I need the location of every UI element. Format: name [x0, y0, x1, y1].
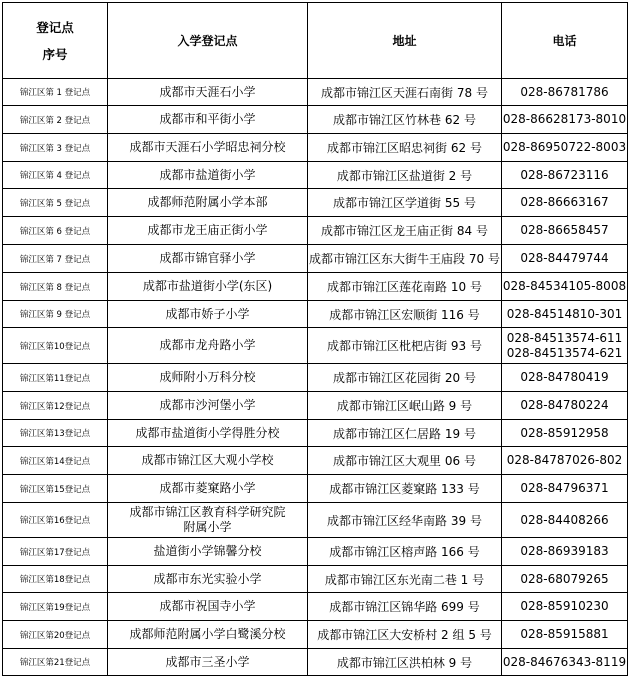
- school-name-line: 成都市盐道街小学: [159, 167, 256, 182]
- registration-point-number: 锦江区第 9 登记点: [3, 301, 108, 328]
- table-row: [3, 621, 628, 649]
- school-name: [108, 392, 308, 420]
- registration-point-number: 锦江区第12登记点: [3, 392, 108, 420]
- phone-number-line: 028-86939183: [520, 544, 609, 558]
- phone-number: [502, 503, 628, 538]
- registration-point-number: 锦江区第 4 登记点: [3, 162, 108, 189]
- school-name: [108, 301, 308, 328]
- school-address: 成都市锦江区榕声路 166 号: [308, 538, 502, 566]
- phone-number: [502, 273, 628, 301]
- school-address: 成都市锦江区天涯石南街 78 号: [308, 79, 502, 106]
- table-row: [3, 328, 628, 364]
- school-name: [108, 447, 308, 475]
- phone-number-line: 028-84513574-611: [506, 330, 623, 345]
- registration-point-number: 锦江区第20登记点: [3, 621, 108, 649]
- registration-point-number: 锦江区第19登记点: [3, 593, 108, 621]
- school-name-line: 成都市娇子小学: [165, 306, 250, 321]
- header-school: 入学登记点: [108, 3, 308, 79]
- school-address: 成都市锦江区经华南路 39 号: [308, 503, 502, 538]
- registration-point-number: 锦江区第10登记点: [3, 328, 108, 364]
- school-address: 成都市锦江区盐道街 2 号: [308, 162, 502, 189]
- registration-point-number: 锦江区第 7 登记点: [3, 245, 108, 273]
- table-row: [3, 503, 628, 538]
- phone-number: [502, 162, 628, 189]
- table-row: [3, 79, 628, 106]
- school-address: 成都市锦江区莲花南路 10 号: [308, 273, 502, 301]
- table-row: [3, 392, 628, 420]
- school-name-line: 成都市锦江区大观小学校: [141, 453, 274, 467]
- school-address: 成都市锦江区菱窠路 133 号: [308, 475, 502, 503]
- school-address: 成都市锦江区宏顺街 116 号: [308, 301, 502, 328]
- phone-number-line: 028-84408266: [520, 512, 609, 527]
- table-row: [3, 301, 628, 328]
- table-row: [3, 593, 628, 621]
- phone-number-line: 028-84534105-8008: [502, 279, 627, 293]
- school-name: [108, 503, 308, 538]
- header-seq-line2: 序号: [42, 46, 68, 62]
- school-address: 成都市锦江区大安桥村 2 组 5 号: [308, 621, 502, 649]
- table-row: [3, 538, 628, 566]
- table-row: [3, 106, 628, 134]
- school-address: 成都市锦江区东大街牛王庙段 70 号: [308, 245, 502, 273]
- school-name-line: 成都市天涯石小学昭忠祠分校: [129, 140, 286, 154]
- phone-number-line: 028-86663167: [520, 195, 609, 209]
- registration-point-number: 锦江区第 3 登记点: [3, 134, 108, 162]
- phone-number: [502, 649, 628, 676]
- school-name-line: 成都市龙王庙正街小学: [147, 223, 268, 237]
- school-name: [108, 475, 308, 503]
- phone-number-line: 028-84787026-802: [506, 453, 623, 467]
- school-name-line: 盐道街小学锦馨分校: [153, 544, 262, 558]
- phone-number-line: 028-84780224: [520, 398, 609, 412]
- school-name-line: 成都市三圣小学: [165, 654, 250, 669]
- phone-number: [502, 189, 628, 217]
- phone-number: [502, 538, 628, 566]
- school-address: 成都市锦江区竹林巷 62 号: [308, 106, 502, 134]
- school-name-line: 成都市和平街小学: [159, 112, 256, 126]
- phone-number: [502, 566, 628, 593]
- table-row: [3, 364, 628, 392]
- registration-point-number: 锦江区第 1 登记点: [3, 79, 108, 106]
- phone-number: [502, 447, 628, 475]
- school-name: [108, 79, 308, 106]
- phone-number-line: 028-84479744: [520, 251, 609, 265]
- school-name: [108, 189, 308, 217]
- header-address: 地址: [308, 3, 502, 79]
- registration-point-number: 锦江区第 6 登记点: [3, 217, 108, 245]
- school-address: 成都市锦江区洪柏林 9 号: [308, 649, 502, 676]
- school-address: 成都市锦江区枇杷店街 93 号: [308, 328, 502, 364]
- registration-point-number: 锦江区第 8 登记点: [3, 273, 108, 301]
- school-name-line: 成都市菱窠路小学: [159, 481, 256, 495]
- phone-number: [502, 134, 628, 162]
- registration-point-number: 锦江区第11登记点: [3, 364, 108, 392]
- school-name-line: 成都师范附属小学白鹭溪分校: [129, 627, 286, 641]
- phone-number-line: 028-86950722-8003: [502, 140, 627, 154]
- table-row: [3, 245, 628, 273]
- table-row: [3, 420, 628, 447]
- registration-point-number: 锦江区第15登记点: [3, 475, 108, 503]
- school-name: [108, 364, 308, 392]
- phone-number-line: 028-84514810-301: [506, 306, 623, 321]
- phone-number: [502, 593, 628, 621]
- registration-point-number: 锦江区第17登记点: [3, 538, 108, 566]
- school-address: 成都市锦江区花园街 20 号: [308, 364, 502, 392]
- school-address: 成都市锦江区仁居路 19 号: [308, 420, 502, 447]
- school-address: 成都市锦江区东光南二巷 1 号: [308, 566, 502, 593]
- table-row: [3, 447, 628, 475]
- school-name-line: 成都市锦官驿小学: [159, 251, 256, 265]
- school-address: 成都市锦江区昭忠祠街 62 号: [308, 134, 502, 162]
- school-name: [108, 328, 308, 364]
- school-name-line: 成都市龙舟路小学: [159, 338, 256, 352]
- phone-number: [502, 301, 628, 328]
- school-name: [108, 593, 308, 621]
- phone-number: [502, 79, 628, 106]
- phone-number-line: 028-85910230: [520, 599, 609, 613]
- phone-number-line: 028-86628173-8010: [502, 112, 627, 126]
- table-row: [3, 566, 628, 593]
- registration-table: [2, 2, 628, 676]
- school-name: [108, 162, 308, 189]
- school-name-line: 成师附小万科分校: [159, 370, 256, 384]
- registration-point-number: 锦江区第13登记点: [3, 420, 108, 447]
- school-name-line: 成都市盐道街小学得胜分校: [135, 425, 280, 440]
- school-name: [108, 217, 308, 245]
- school-name: [108, 649, 308, 676]
- table-row: [3, 649, 628, 676]
- school-name-line: 成都市沙河堡小学: [159, 398, 256, 412]
- school-name-line: 成都市东光实验小学: [153, 571, 262, 586]
- phone-number: [502, 217, 628, 245]
- phone-number-line: 028-84780419: [520, 370, 609, 384]
- school-name: [108, 245, 308, 273]
- school-address: 成都市锦江区大观里 06 号: [308, 447, 502, 475]
- school-name: [108, 134, 308, 162]
- school-name-line: 成都师范附属小学本部: [147, 195, 268, 209]
- phone-number-line: 028-85912958: [520, 425, 609, 440]
- registration-point-number: 锦江区第14登记点: [3, 447, 108, 475]
- phone-number-line: 028-85915881: [520, 627, 609, 641]
- school-address: 成都市锦江区岷山路 9 号: [308, 392, 502, 420]
- registration-point-number: 锦江区第 5 登记点: [3, 189, 108, 217]
- header-seq: [3, 3, 108, 79]
- registration-point-number: 锦江区第 2 登记点: [3, 106, 108, 134]
- header-phone: 电话: [502, 3, 628, 79]
- school-address: 成都市锦江区龙王庙正街 84 号: [308, 217, 502, 245]
- phone-number: [502, 106, 628, 134]
- school-name: [108, 621, 308, 649]
- school-name: [108, 273, 308, 301]
- school-name: [108, 566, 308, 593]
- school-address: 成都市锦江区学道街 55 号: [308, 189, 502, 217]
- school-name-line: 附属小学: [183, 520, 232, 534]
- table-row: [3, 162, 628, 189]
- school-name-line: 成都市祝国寺小学: [159, 599, 256, 613]
- header-seq-line1: 登记点: [36, 19, 74, 35]
- header-row: [3, 3, 628, 79]
- registration-point-number: 锦江区第18登记点: [3, 566, 108, 593]
- phone-number: [502, 621, 628, 649]
- phone-number: [502, 475, 628, 503]
- school-name: [108, 538, 308, 566]
- phone-number-line: 028-84513574-621: [506, 345, 623, 360]
- phone-number-line: 028-84676343-8119: [502, 654, 627, 669]
- phone-number-line: 028-84796371: [520, 481, 609, 495]
- table-row: [3, 475, 628, 503]
- phone-number: [502, 328, 628, 364]
- school-name-line: 成都市天涯石小学: [159, 84, 256, 99]
- school-name-line: 成都市盐道街小学(东区): [142, 279, 273, 293]
- school-name: [108, 420, 308, 447]
- phone-number: [502, 364, 628, 392]
- phone-number-line: 028-86658457: [520, 223, 609, 237]
- table-row: [3, 189, 628, 217]
- phone-number: [502, 245, 628, 273]
- registration-point-number: 锦江区第21登记点: [3, 649, 108, 676]
- school-name: [108, 106, 308, 134]
- table-row: [3, 217, 628, 245]
- phone-number: [502, 392, 628, 420]
- phone-number: [502, 420, 628, 447]
- phone-number-line: 028-86781786: [520, 84, 609, 99]
- phone-number-line: 028-86723116: [520, 167, 609, 182]
- table-row: [3, 134, 628, 162]
- registration-point-number: 锦江区第16登记点: [3, 503, 108, 538]
- school-address: 成都市锦江区锦华路 699 号: [308, 593, 502, 621]
- phone-number-line: 028-68079265: [520, 571, 609, 586]
- table-row: [3, 273, 628, 301]
- school-name-line: 成都市锦江区教育科学研究院: [129, 505, 286, 519]
